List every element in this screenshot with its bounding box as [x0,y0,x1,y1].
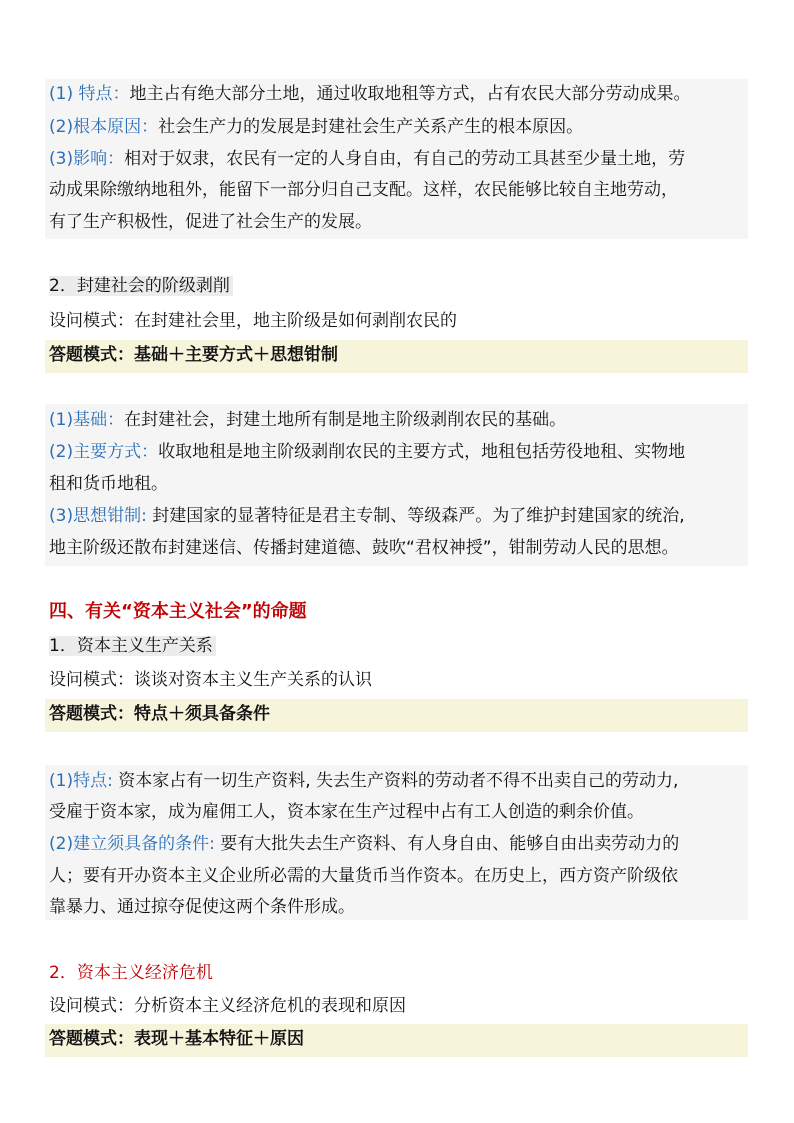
paragraph-impact-cont [49,178,678,202]
paragraph-characteristics [49,769,678,793]
item-text: 地主阶级还散布封建迷信、传播封建道德、鼓吹“君权神授”，钳制劳动人民的思想。 [49,538,679,558]
paragraph-characteristics-cont [49,800,644,824]
item-label: (3)思想钳制: [49,506,147,526]
section-heading-text: 2．封建社会的阶级剥削 [49,276,233,296]
item-label: (3)影响： [49,149,125,169]
section-heading [49,634,216,658]
section-heading: 2．资本主义经济危机 [49,963,213,983]
answer-mode: 答题模式：特点＋须具备条件 [49,704,270,724]
part-heading: 四、有关“资本主义社会”的命题 [49,601,307,622]
answer-mode: 答题模式：基础＋主要方式＋思想钳制 [49,345,338,365]
paragraph-basis [49,408,566,432]
item-text: 封建国家的显著特征是君主专制、等级森严。为了维护封建国家的统治, [146,506,685,526]
question-mode: 设问模式：谈谈对资本主义生产关系的认识 [49,670,372,690]
paragraph-conditions [49,832,679,856]
item-text: 地主占有绝大部分土地，通过收取地租等方式，占有农民大部分劳动成果。 [129,84,691,104]
paragraph-main-method-cont [49,472,168,496]
item-text: 要有大批失去生产资料、有人身自由、能够自由出卖劳动力的 [214,834,680,854]
item-text: 收取地租是地主阶级剥削农民的主要方式，地租包括劳役地租、实物地 [158,442,686,462]
item-label: (1) 特点： [49,84,130,104]
paragraph-impact [49,147,685,171]
item-label: (2)根本原因： [49,117,159,137]
item-text: 靠暴力、通过掠夺促使这两个条件形成。 [49,897,355,917]
paragraph-main-method [49,440,685,464]
item-text: 资本家占有一切生产资料, 失去生产资料的劳动者不得不出卖自己的劳动力, [112,771,679,791]
answer-mode: 答题模式：表现＋基本特征＋原因 [49,1029,304,1049]
item-text: 受雇于资本家，成为雇佣工人，资本家在生产过程中占有工人创造的剩余价值。 [49,802,644,822]
item-label: (2)建立须具备的条件: [49,834,215,854]
paragraph-root-cause [49,115,583,139]
question-mode: 设问模式：在封建社会里，地主阶级是如何剥削农民的 [49,311,457,331]
item-label: (1)基础： [49,410,125,430]
paragraph-conditions-cont [49,895,355,919]
paragraph-characteristics [49,82,690,106]
paragraph-conditions-cont [49,864,678,888]
item-text: 社会生产力的发展是封建社会生产关系产生的根本原因。 [158,117,584,137]
item-label: (1)特点: [49,771,113,791]
question-mode: 设问模式：分析资本主义经济危机的表现和原因 [49,996,406,1016]
paragraph-impact-cont [49,210,372,234]
item-text: 人；要有开办资本主义企业所必需的大量货币当作资本。在历史上，西方资产阶级依 [49,866,678,886]
section-heading [49,274,233,298]
item-text: 动成果除缴纳地租外，能留下一部分归自己支配。这样，农民能够比较自主地劳动， [49,180,678,200]
item-text: 相对于奴隶，农民有一定的人身自由，有自己的劳动工具甚至少量土地，劳 [124,149,686,169]
section-heading-text: 1．资本主义生产关系 [49,636,216,656]
paragraph-ideological-control-cont [49,536,679,560]
item-label: (2)主要方式： [49,442,159,462]
item-text: 有了生产积极性，促进了社会生产的发展。 [49,212,372,232]
paragraph-ideological-control [49,504,685,528]
item-text: 租和货币地租。 [49,474,168,494]
item-text: 在封建社会，封建土地所有制是地主阶级剥削农民的基础。 [124,410,567,430]
